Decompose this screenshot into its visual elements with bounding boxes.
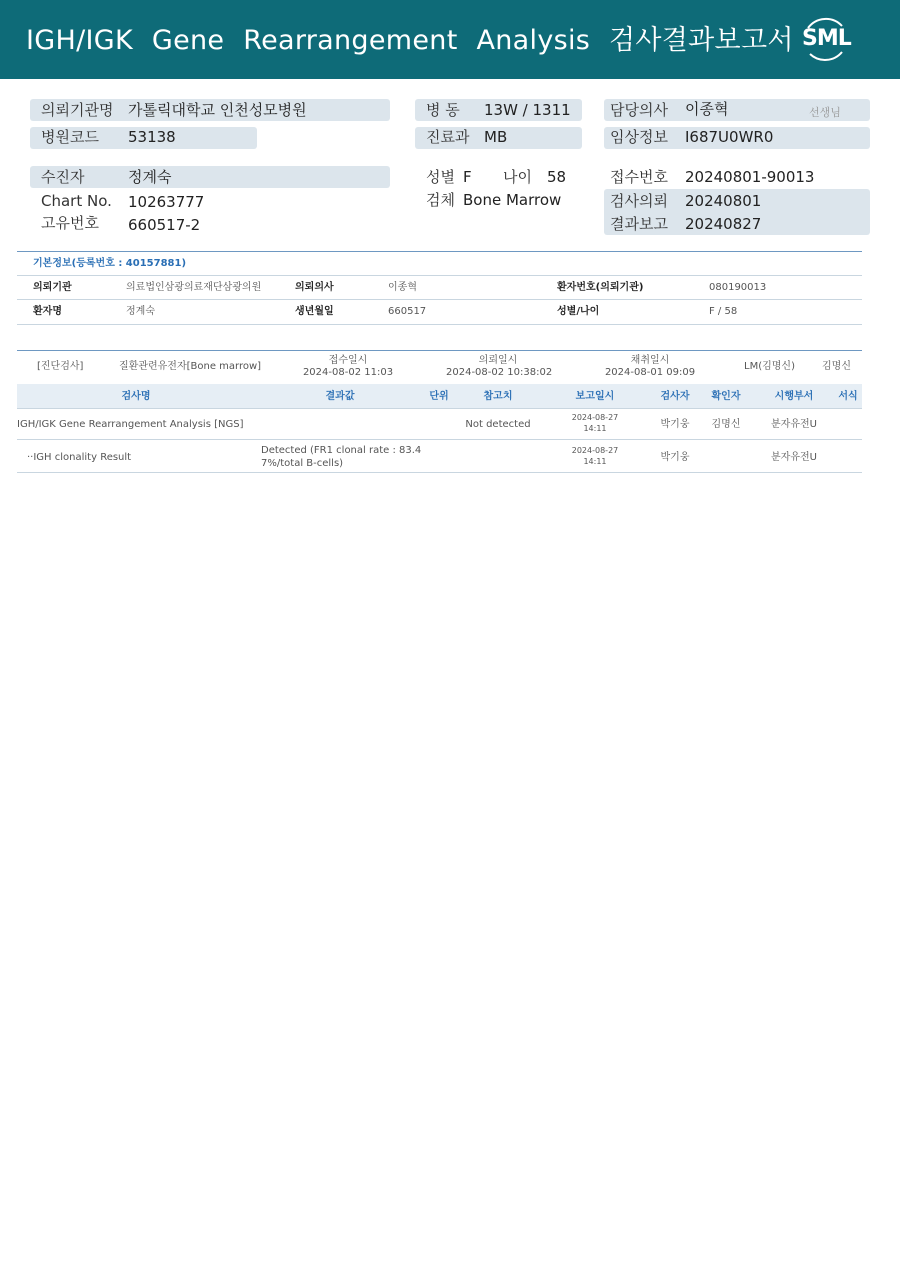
request-time: 2024-08-02 10:38:02 xyxy=(446,367,553,378)
basic-key: 생년월일 xyxy=(295,306,334,317)
hospital-code-value: 53138 xyxy=(128,128,176,146)
result-tester: 박기웅 xyxy=(660,419,690,430)
basic-top-border xyxy=(17,251,862,252)
report-title xyxy=(26,18,804,57)
institution-value: 가톨릭대학교 인천성모병원 xyxy=(128,101,307,119)
ward-value: 13W / 1311 xyxy=(484,101,571,119)
basic-value: 이종혁 xyxy=(388,282,417,293)
institution-label: 의뢰기관명 xyxy=(41,101,114,119)
col-reference: 참고치 xyxy=(483,391,513,402)
order-category: [진단검사] xyxy=(37,361,84,372)
receipt-time-title: 접수일시 xyxy=(328,355,368,366)
title-part: IGH/IGK xyxy=(26,25,133,56)
unique-no-label: 고유번호 xyxy=(41,214,99,232)
col-dept: 시행부서 xyxy=(774,391,814,402)
title-part: Rearrangement xyxy=(243,25,458,56)
basic-value: F / 58 xyxy=(709,306,738,317)
basic-value: 660517 xyxy=(388,306,427,317)
order-test-group: 질환관련유전자[Bone marrow] xyxy=(119,361,262,372)
logo-text: SML xyxy=(802,26,851,51)
basic-divider xyxy=(17,299,862,300)
report-header xyxy=(0,0,900,79)
lm-label: LM(김명신) xyxy=(744,361,795,372)
result-reference: Not detected xyxy=(465,419,531,430)
title-part: Gene xyxy=(151,25,225,56)
result-report-time: 14:11 xyxy=(583,457,607,466)
result-test-name: ··IGH clonality Result xyxy=(27,452,132,463)
col-result: 결과값 xyxy=(325,391,355,402)
dept-label: 진료과 xyxy=(426,128,470,146)
result-report-date: 2024-08-27 xyxy=(571,413,619,422)
col-tester: 검사자 xyxy=(660,391,690,402)
age-label: 나이 xyxy=(503,168,532,186)
basic-key: 환자명 xyxy=(33,306,62,317)
basic-value: 정계숙 xyxy=(126,306,155,317)
col-confirmer: 확인자 xyxy=(711,391,741,402)
col-form: 서식 xyxy=(838,391,858,402)
receipt-label: 접수번호 xyxy=(610,168,668,186)
dept-value: MB xyxy=(484,128,508,146)
request-value: 20240801 xyxy=(685,192,762,210)
doctor-suffix: 선생님 xyxy=(809,106,841,119)
result-value-line1: Detected (FR1 clonal rate : 83.4 xyxy=(261,445,422,456)
title-part: Analysis xyxy=(476,25,591,56)
result-tester: 박기웅 xyxy=(660,452,690,463)
basic-key: 의뢰기관 xyxy=(33,282,72,293)
basic-value: 080190013 xyxy=(709,282,767,293)
order-top-border xyxy=(17,350,862,351)
basic-bottom-border xyxy=(17,324,862,325)
patient-value: 정계숙 xyxy=(128,168,172,186)
clinical-value: I687U0WR0 xyxy=(685,128,774,146)
age-value: 58 xyxy=(547,168,567,186)
request-time-title: 의뢰일시 xyxy=(478,355,518,366)
col-report-time: 보고일시 xyxy=(575,391,615,402)
request-label: 검사의뢰 xyxy=(610,192,668,210)
lm-name: 김명신 xyxy=(822,361,851,372)
ward-label: 병 동 xyxy=(426,101,460,119)
basic-key: 성별/나이 xyxy=(557,306,600,317)
collect-time-title: 채취일시 xyxy=(630,355,670,366)
collect-time: 2024-08-01 09:09 xyxy=(604,367,696,378)
col-unit: 단위 xyxy=(429,391,449,402)
hospital-code-label: 병원코드 xyxy=(41,128,99,146)
clinical-label: 임상정보 xyxy=(610,128,668,146)
result-confirmer: 김명신 xyxy=(711,419,741,430)
title-part: 검사결과보고서 xyxy=(609,25,794,56)
basic-key: 의뢰의사 xyxy=(295,282,334,293)
unique-no-value: 660517-2 xyxy=(128,216,201,234)
sex-label: 성별 xyxy=(426,168,455,186)
doctor-label: 담당의사 xyxy=(610,101,668,119)
basic-divider xyxy=(17,275,862,276)
basic-info-title: 기본정보(등록번호 : 40157881) xyxy=(33,258,187,269)
basic-key: 환자번호(의뢰기관) xyxy=(557,282,644,293)
chart-no-value: 10263777 xyxy=(128,193,205,211)
results-bottom-border xyxy=(17,472,862,473)
receipt-time: 2024-08-02 11:03 xyxy=(302,367,394,378)
sex-value: F xyxy=(463,168,472,186)
report-value: 20240827 xyxy=(685,215,762,233)
chart-no-label: Chart No. xyxy=(41,192,112,210)
receipt-value: 20240801-90013 xyxy=(685,168,815,186)
report-label: 결과보고 xyxy=(610,215,668,233)
specimen-label: 검체 xyxy=(426,191,455,209)
result-test-name: IGH/IGK Gene Rearrangement Analysis [NGS] xyxy=(17,419,244,430)
result-dept: 분자유전U xyxy=(771,452,817,463)
basic-value: 의료법인삼광의료재단삼광의원 xyxy=(126,282,262,293)
results-header-border xyxy=(17,408,862,409)
patient-label: 수진자 xyxy=(41,168,85,186)
result-value-line2: 7%/total B-cells) xyxy=(261,458,344,469)
specimen-value: Bone Marrow xyxy=(463,191,562,209)
result-report-time: 14:11 xyxy=(583,424,607,433)
result-dept: 분자유전U xyxy=(771,419,817,430)
col-test-name: 검사명 xyxy=(121,391,151,402)
doctor-value: 이종혁 xyxy=(685,100,729,118)
result-report-date: 2024-08-27 xyxy=(571,446,619,455)
results-row-border xyxy=(17,439,862,440)
sml-logo xyxy=(796,12,852,66)
